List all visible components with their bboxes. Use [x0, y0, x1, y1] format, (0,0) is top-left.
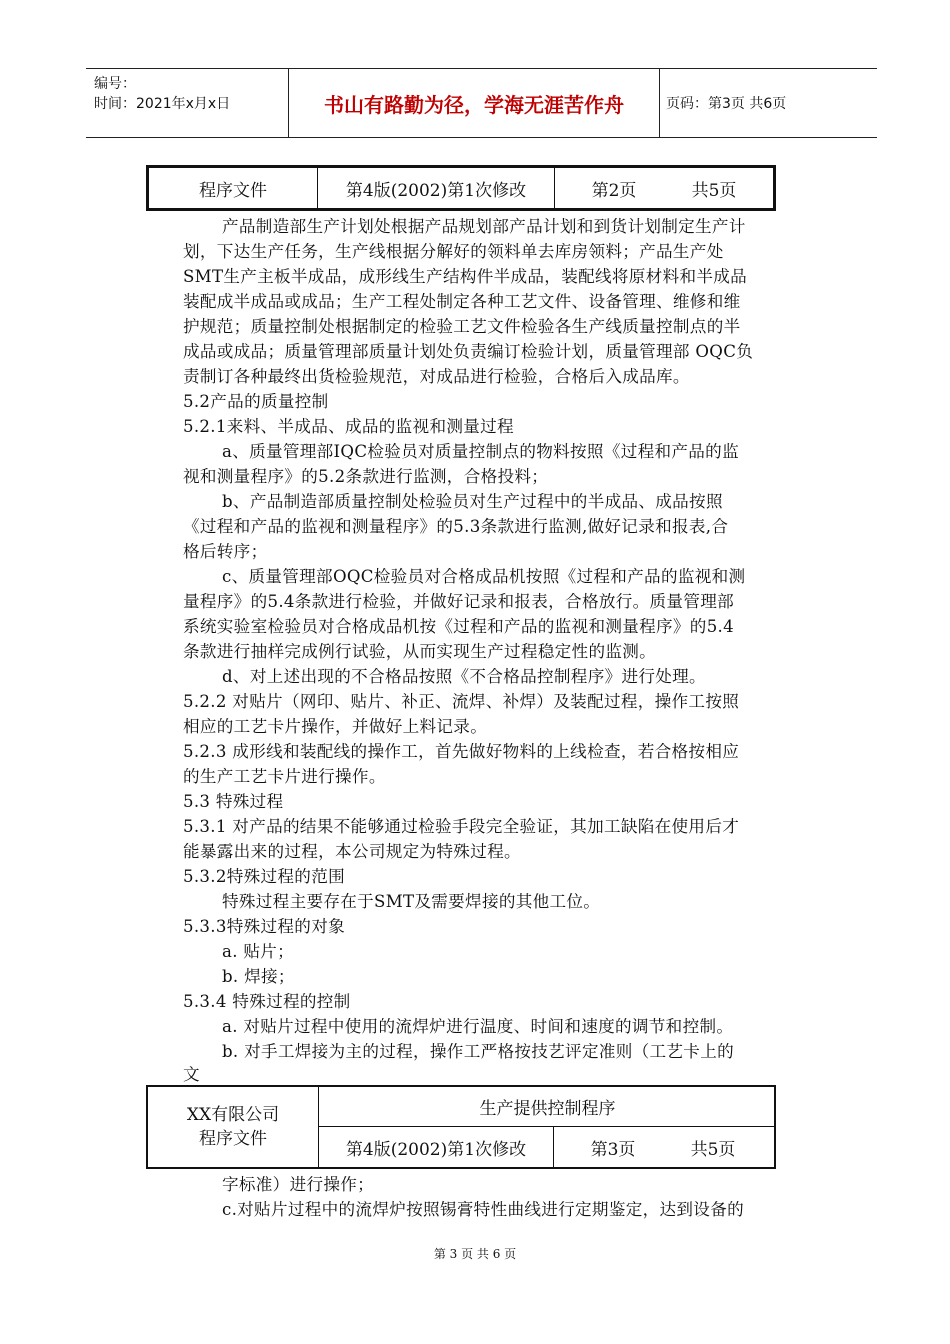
list-item: b. 对手工焊接为主的过程，操作工严格按技艺评定准则（工艺卡上的	[222, 1042, 734, 1061]
section-heading: 5.2产品的质量控制	[183, 392, 329, 411]
page-footer: 第 3 页 共 6 页	[433, 1247, 517, 1261]
paragraph-line: c.对贴片过程中的流焊炉按照锡膏特性曲线进行定期鉴定，达到设备的	[222, 1200, 744, 1219]
company-block	[148, 1087, 318, 1167]
section-heading: 5.3 特殊过程	[183, 792, 284, 811]
divider	[553, 1127, 554, 1167]
paragraph-line: 相应的工艺卡片操作，并做好上料记录。	[183, 717, 488, 736]
doc-type: 程序文件	[199, 1129, 267, 1149]
section-heading: 5.3.2特殊过程的范围	[183, 867, 345, 886]
page-number: 第3页	[590, 1139, 636, 1160]
paragraph-line: 护规范；质量控制处根据制定的检验工艺文件检验各生产线质量控制点的半	[183, 317, 741, 336]
paragraph-line: 视和测量程序》的5.2条款进行监测，合格投料；	[183, 467, 549, 486]
page-number: 第2页	[591, 180, 637, 201]
paragraph-line: 的生产工艺卡片进行操作。	[183, 767, 386, 786]
section-heading: 5.3.4 特殊过程的控制	[183, 992, 351, 1011]
paragraph-line: 特殊过程主要存在于SMT及需要焊接的其他工位。	[222, 892, 601, 911]
revision-table-top	[146, 165, 776, 211]
paragraph-line: 划，下达生产任务，生产线根据分解好的领料单去库房领料；产品生产处	[183, 242, 724, 261]
page-total: 共5页	[690, 1139, 736, 1160]
time-label: 时间：2021年x月x日	[94, 96, 231, 112]
list-item: a. 贴片；	[222, 942, 295, 961]
paragraph-line: 能暴露出来的过程，本公司规定为特殊过程。	[183, 842, 521, 861]
motto: 书山有路勤为径，学海无涯苦作舟	[324, 92, 624, 117]
company-name: XX有限公司	[186, 1105, 280, 1125]
paragraph-line: SMT生产主板半成品，成形线生产结构件半成品，装配线将原材料和半成品	[183, 267, 748, 286]
section-heading: 5.3.3特殊过程的对象	[183, 917, 345, 936]
paragraph-line: 条款进行抽样完成例行试验，从而实现生产过程稳定性的监测。	[183, 642, 657, 661]
paragraph-line: 量程序》的5.4条款进行检验，并做好记录和报表，合格放行。质量管理部	[183, 592, 734, 611]
header-meta	[86, 69, 286, 137]
revision-table-bottom	[146, 1085, 776, 1169]
page-total: 共5页	[691, 180, 737, 201]
doc-title: 生产提供控制程序	[479, 1099, 616, 1119]
divider	[659, 69, 660, 137]
page-info: 页码：第3页 共6页	[666, 96, 787, 112]
paragraph-line: 文	[183, 1065, 200, 1084]
paragraph-line: 《过程和产品的监视和测量程序》的5.3条款进行监测,做好记录和报表,合	[183, 517, 729, 536]
paragraph-line: 字标准）进行操作；	[222, 1175, 375, 1194]
divider	[554, 168, 555, 208]
paragraph-line: d、对上述出现的不合格品按照《不合格品控制程序》进行处理。	[222, 667, 706, 686]
doc-type: 程序文件	[199, 180, 267, 201]
version: 第4版(2002)第1次修改	[345, 1139, 527, 1160]
paragraph-line: c、质量管理部OQC检验员对合格成品机按照《过程和产品的监视和测	[222, 567, 746, 586]
paragraph-line: 责制订各种最终出货检验规范，对成品进行检验，合格后入成品库。	[183, 367, 690, 386]
list-item: a. 对贴片过程中使用的流焊炉进行温度、时间和速度的调节和控制。	[222, 1017, 734, 1036]
paragraph-line: 5.3.1 对产品的结果不能够通过检验手段完全验证，其加工缺陷在使用后才	[183, 817, 740, 836]
paragraph-line: 系统实验室检验员对合格成品机按《过程和产品的监视和测量程序》的5.4	[183, 617, 734, 636]
paragraph-line: 产品制造部生产计划处根据产品规划部产品计划和到货计划制定生产计	[222, 217, 746, 236]
paragraph-line: 装配成半成品或成品；生产工程处制定各种工艺文件、设备管理、维修和维	[183, 292, 741, 311]
version: 第4版(2002)第1次修改	[345, 180, 527, 201]
paragraph-line: b、产品制造部质量控制处检验员对生产过程中的半成品、成品按照	[222, 492, 723, 511]
paragraph-line: 格后转序；	[183, 542, 268, 561]
page-header	[86, 68, 877, 138]
list-item: b. 焊接；	[222, 967, 295, 986]
paragraph-line: 成品或成品；质量管理部质量计划处负责编订检验计划，质量管理部 OQC负	[183, 342, 754, 361]
section-heading: 5.2.1来料、半成品、成品的监视和测量过程	[183, 417, 514, 436]
number-label: 编号：	[94, 76, 136, 92]
paragraph-line: 5.2.2 对贴片（网印、贴片、补正、流焊、补焊）及装配过程，操作工按照	[183, 692, 740, 711]
paragraph-line: 5.2.3 成形线和装配线的操作工，首先做好物料的上线检查，若合格按相应	[183, 742, 740, 761]
paragraph-line: a、质量管理部IQC检验员对质量控制点的物料按照《过程和产品的监	[222, 442, 739, 461]
